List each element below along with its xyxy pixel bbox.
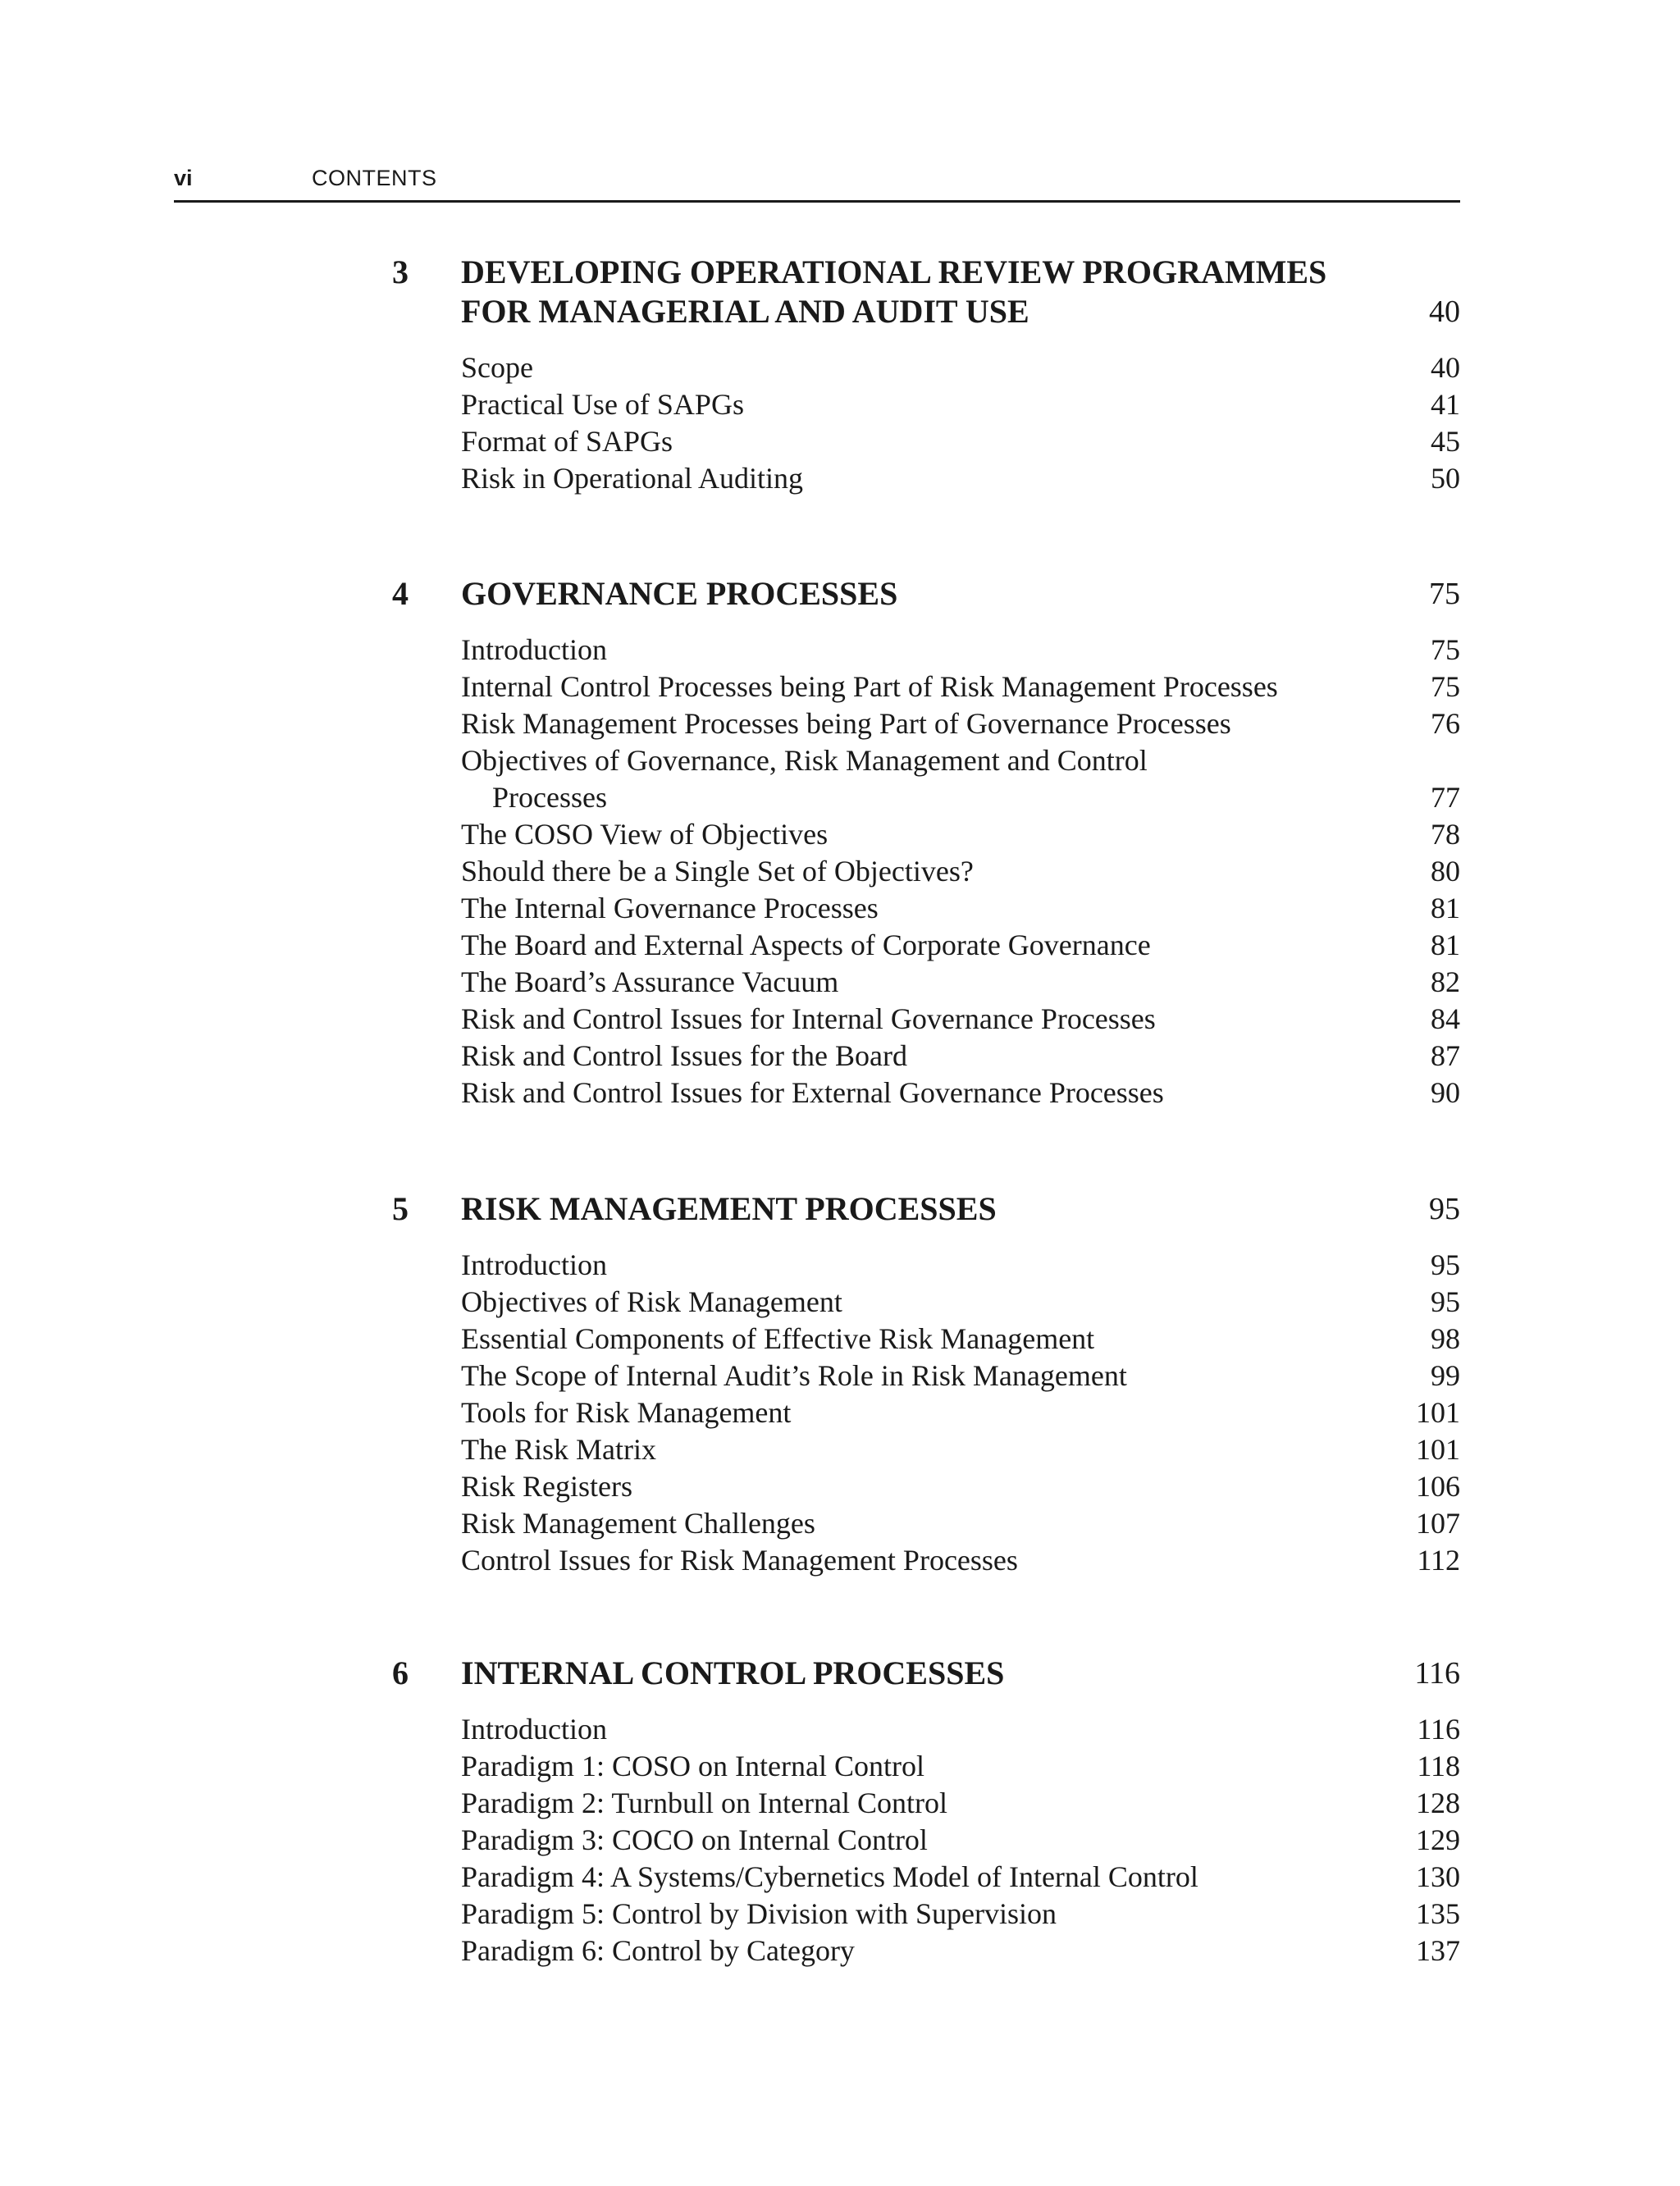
- chapter-number: 6: [392, 1654, 409, 1691]
- running-head-title: CONTENTS: [312, 166, 437, 190]
- toc-entry[interactable]: [461, 1001, 1460, 1038]
- chapter-page-number: 116: [1414, 1656, 1460, 1691]
- entry-page-number: 107: [1416, 1507, 1460, 1540]
- entry-page-number: 82: [1431, 965, 1460, 998]
- toc-entry[interactable]: [461, 1358, 1460, 1394]
- toc-entry[interactable]: [461, 1822, 1460, 1859]
- entry-title: The Risk Matrix: [461, 1433, 656, 1466]
- entry-title: Introduction: [461, 633, 607, 666]
- toc-entry[interactable]: [461, 890, 1460, 927]
- chapter-title-line: DEVELOPING OPERATIONAL REVIEW PROGRAMMES: [461, 253, 1327, 290]
- entry-title: Risk Registers: [461, 1470, 633, 1503]
- entry-title: Objectives of Risk Management: [461, 1285, 842, 1318]
- entry-title: Essential Components of Effective Risk Management: [461, 1322, 1095, 1355]
- toc-entry[interactable]: [461, 1038, 1460, 1075]
- chapter-page-number: 40: [1429, 294, 1460, 329]
- entry-page-number: 41: [1431, 388, 1460, 421]
- entry-page-number: 80: [1431, 855, 1460, 888]
- page-folio: vi: [174, 166, 193, 190]
- chapter-number: 4: [392, 575, 409, 612]
- entry-title: Processes: [492, 781, 607, 814]
- entry-page-number: 45: [1431, 425, 1460, 458]
- entry-page-number: 75: [1431, 670, 1460, 703]
- entry-page-number: 106: [1416, 1470, 1460, 1503]
- toc-entry[interactable]: [461, 1933, 1460, 1969]
- entry-title: Risk and Control Issues for the Board: [461, 1039, 907, 1072]
- entry-title: Paradigm 5: Control by Division with Supervision: [461, 1897, 1057, 1930]
- toc-entry[interactable]: [461, 1505, 1460, 1542]
- toc-entry[interactable]: [461, 927, 1460, 964]
- chapter-title-line: RISK MANAGEMENT PROCESSES: [461, 1190, 997, 1227]
- entry-title: Internal Control Processes being Part of Risk Management Processes: [461, 670, 1278, 703]
- entry-page-number: 40: [1431, 351, 1460, 384]
- toc-entry[interactable]: [461, 632, 1460, 669]
- entry-page-number: 78: [1431, 818, 1460, 851]
- entry-title: Introduction: [461, 1248, 607, 1281]
- entry-page-number: 112: [1417, 1544, 1460, 1577]
- toc-entry[interactable]: [461, 816, 1460, 853]
- entry-title: Introduction: [461, 1713, 607, 1746]
- entry-page-number: 118: [1417, 1750, 1460, 1782]
- entry-page-number: 84: [1431, 1002, 1460, 1035]
- entry-page-number: 129: [1416, 1823, 1460, 1856]
- entry-page-number: 76: [1431, 707, 1460, 740]
- entry-page-number: 116: [1417, 1713, 1460, 1746]
- entry-page-number: 77: [1431, 781, 1460, 814]
- chapter-title[interactable]: [461, 1654, 1396, 1693]
- entry-page-number: 130: [1416, 1860, 1460, 1893]
- entry-title: Risk Management Challenges: [461, 1507, 815, 1540]
- entry-page-number: 101: [1416, 1396, 1460, 1429]
- toc-entry[interactable]: [461, 705, 1460, 742]
- entry-page-number: 81: [1431, 929, 1460, 961]
- entry-list: [461, 349, 1460, 497]
- chapter-number: 5: [392, 1190, 409, 1227]
- entry-page-number: 95: [1431, 1248, 1460, 1281]
- entry-title: Paradigm 1: COSO on Internal Control: [461, 1750, 924, 1782]
- chapter-title[interactable]: [461, 1189, 1396, 1229]
- chapter-page-number: 95: [1429, 1192, 1460, 1226]
- toc-entry[interactable]: [461, 1896, 1460, 1933]
- entry-title: Paradigm 6: Control by Category: [461, 1934, 855, 1967]
- toc-entry[interactable]: [461, 1284, 1460, 1321]
- entry-page-number: 137: [1416, 1934, 1460, 1967]
- toc-entry[interactable]: [461, 1859, 1460, 1896]
- chapter-title-line: FOR MANAGERIAL AND AUDIT USE: [461, 293, 1029, 330]
- entry-title: The Board’s Assurance Vacuum: [461, 965, 839, 998]
- entry-page-number: 90: [1431, 1076, 1460, 1109]
- toc-entry[interactable]: [461, 964, 1460, 1001]
- entry-title: Risk and Control Issues for Internal Governance Processes: [461, 1002, 1156, 1035]
- toc-entry[interactable]: [461, 1075, 1460, 1111]
- chapter-title[interactable]: [461, 574, 1396, 614]
- entry-title: Paradigm 2: Turnbull on Internal Control: [461, 1787, 947, 1819]
- chapter-title[interactable]: [461, 253, 1396, 331]
- entry-title: The Board and External Aspects of Corporate Governance: [461, 929, 1151, 961]
- entry-title: Format of SAPGs: [461, 425, 673, 458]
- entry-page-number: 50: [1431, 462, 1460, 495]
- entry-page-number: 135: [1416, 1897, 1460, 1930]
- toc-entry[interactable]: [461, 1711, 1460, 1748]
- running-head: [174, 161, 1460, 203]
- chapter-title-line: GOVERNANCE PROCESSES: [461, 575, 898, 612]
- toc-entry[interactable]: [461, 1394, 1460, 1431]
- entry-title: The Internal Governance Processes: [461, 892, 879, 924]
- entry-title: Paradigm 4: A Systems/Cybernetics Model of Internal Control: [461, 1860, 1198, 1893]
- entry-list: [461, 1247, 1460, 1579]
- entry-title: The COSO View of Objectives: [461, 818, 829, 851]
- chapter-number: 3: [392, 253, 409, 290]
- toc-entry[interactable]: [461, 1431, 1460, 1468]
- toc-entry[interactable]: [461, 386, 1460, 423]
- entry-page-number: 87: [1431, 1039, 1460, 1072]
- entry-title: Practical Use of SAPGs: [461, 388, 744, 421]
- entry-title: Risk Management Processes being Part of Governance Processes: [461, 707, 1231, 740]
- entry-title: Paradigm 3: COCO on Internal Control: [461, 1823, 928, 1856]
- toc-entry[interactable]: [461, 779, 1460, 816]
- entry-title: Should there be a Single Set of Objectives?: [461, 855, 974, 888]
- entry-title: The Scope of Internal Audit’s Role in Risk Management: [461, 1359, 1127, 1392]
- toc-entry[interactable]: [461, 1748, 1460, 1785]
- entry-page-number: 81: [1431, 892, 1460, 924]
- chapter-title-line: INTERNAL CONTROL PROCESSES: [461, 1654, 1005, 1691]
- toc-entry[interactable]: [461, 742, 1460, 779]
- entry-title: Control Issues for Risk Management Processes: [461, 1544, 1018, 1577]
- entry-page-number: 99: [1431, 1359, 1460, 1392]
- entry-list: [461, 632, 1460, 1111]
- entry-title: Scope: [461, 351, 533, 384]
- toc-entry[interactable]: [461, 349, 1460, 386]
- toc-entry[interactable]: [461, 1247, 1460, 1284]
- entry-title: Risk in Operational Auditing: [461, 462, 803, 495]
- entry-title: Objectives of Governance, Risk Management and Control: [461, 744, 1148, 777]
- entry-page-number: 98: [1431, 1322, 1460, 1355]
- toc-entry[interactable]: [461, 669, 1460, 705]
- entry-title: Tools for Risk Management: [461, 1396, 792, 1429]
- toc-entry[interactable]: [461, 460, 1460, 497]
- entry-page-number: 128: [1416, 1787, 1460, 1819]
- entry-list: [461, 1711, 1460, 1969]
- entry-page-number: 101: [1416, 1433, 1460, 1466]
- toc-entry[interactable]: [461, 1321, 1460, 1358]
- toc-entry[interactable]: [461, 1468, 1460, 1505]
- toc-entry[interactable]: [461, 1785, 1460, 1822]
- chapter-page-number: 75: [1429, 577, 1460, 611]
- toc-entry[interactable]: [461, 853, 1460, 890]
- entry-page-number: 75: [1431, 633, 1460, 666]
- toc-entry[interactable]: [461, 1542, 1460, 1579]
- toc-entry[interactable]: [461, 423, 1460, 460]
- entry-title: Risk and Control Issues for External Governance Processes: [461, 1076, 1164, 1109]
- entry-page-number: 95: [1431, 1285, 1460, 1318]
